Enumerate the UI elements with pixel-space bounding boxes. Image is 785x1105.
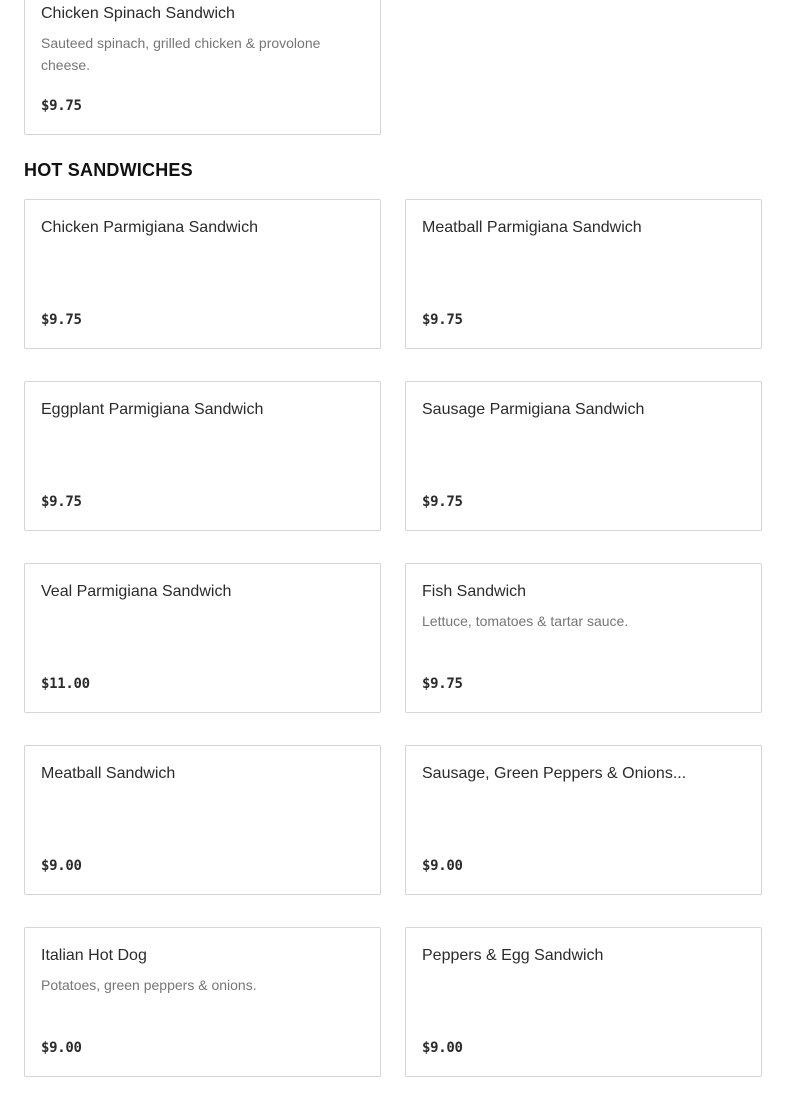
menu-item-name: Chicken Parmigiana Sandwich bbox=[41, 219, 258, 236]
menu-item-price: $9.75 bbox=[422, 676, 463, 692]
menu-item-price: $11.00 bbox=[41, 676, 90, 692]
menu-item-name: Chicken Spinach Sandwich bbox=[41, 5, 235, 22]
menu-item-card[interactable] bbox=[24, 745, 381, 895]
menu-item-price: $9.00 bbox=[41, 858, 82, 874]
menu-item-description: Sauteed spinach, grilled chicken & provolone cheese. bbox=[41, 35, 321, 73]
menu-item-card[interactable] bbox=[24, 381, 381, 531]
menu-item-price: $9.75 bbox=[41, 312, 82, 328]
menu-item-card[interactable] bbox=[405, 563, 762, 713]
menu-item-name: Meatball Parmigiana Sandwich bbox=[422, 219, 642, 236]
menu-item-price: $9.00 bbox=[422, 1040, 463, 1056]
menu-item-name: Eggplant Parmigiana Sandwich bbox=[41, 401, 264, 418]
menu-item-price: $9.75 bbox=[422, 494, 463, 510]
menu-item-name: Italian Hot Dog bbox=[41, 947, 147, 964]
menu-item-name: Meatball Sandwich bbox=[41, 765, 176, 782]
menu-item-card[interactable] bbox=[24, 199, 381, 349]
menu-item-name: Peppers & Egg Sandwich bbox=[422, 947, 604, 964]
menu-item-name: Fish Sandwich bbox=[422, 583, 527, 600]
menu-item-name: Veal Parmigiana Sandwich bbox=[41, 583, 232, 600]
menu-item-description: Lettuce, tomatoes & tartar sauce. bbox=[422, 613, 629, 629]
menu-item-price: $9.75 bbox=[41, 98, 82, 114]
menu-item-price: $9.00 bbox=[422, 858, 463, 874]
menu-item-card[interactable] bbox=[405, 381, 762, 531]
menu-item-card[interactable] bbox=[405, 745, 762, 895]
menu-item-card[interactable] bbox=[24, 927, 381, 1077]
menu-item-description: Potatoes, green peppers & onions. bbox=[41, 977, 257, 993]
menu-item-card[interactable] bbox=[405, 927, 762, 1077]
menu-item-name: Sausage, Green Peppers & Onions... bbox=[422, 765, 687, 782]
menu-item-card[interactable] bbox=[24, 563, 381, 713]
menu-item-price: $9.75 bbox=[422, 312, 463, 328]
menu-item-name: Sausage Parmigiana Sandwich bbox=[422, 401, 645, 418]
menu-item-card[interactable] bbox=[405, 199, 762, 349]
section-title: HOT SANDWICHES bbox=[24, 160, 193, 180]
menu-item-card[interactable] bbox=[24, 0, 381, 135]
menu-item-price: $9.75 bbox=[41, 494, 82, 510]
menu-item-price: $9.00 bbox=[41, 1040, 82, 1056]
